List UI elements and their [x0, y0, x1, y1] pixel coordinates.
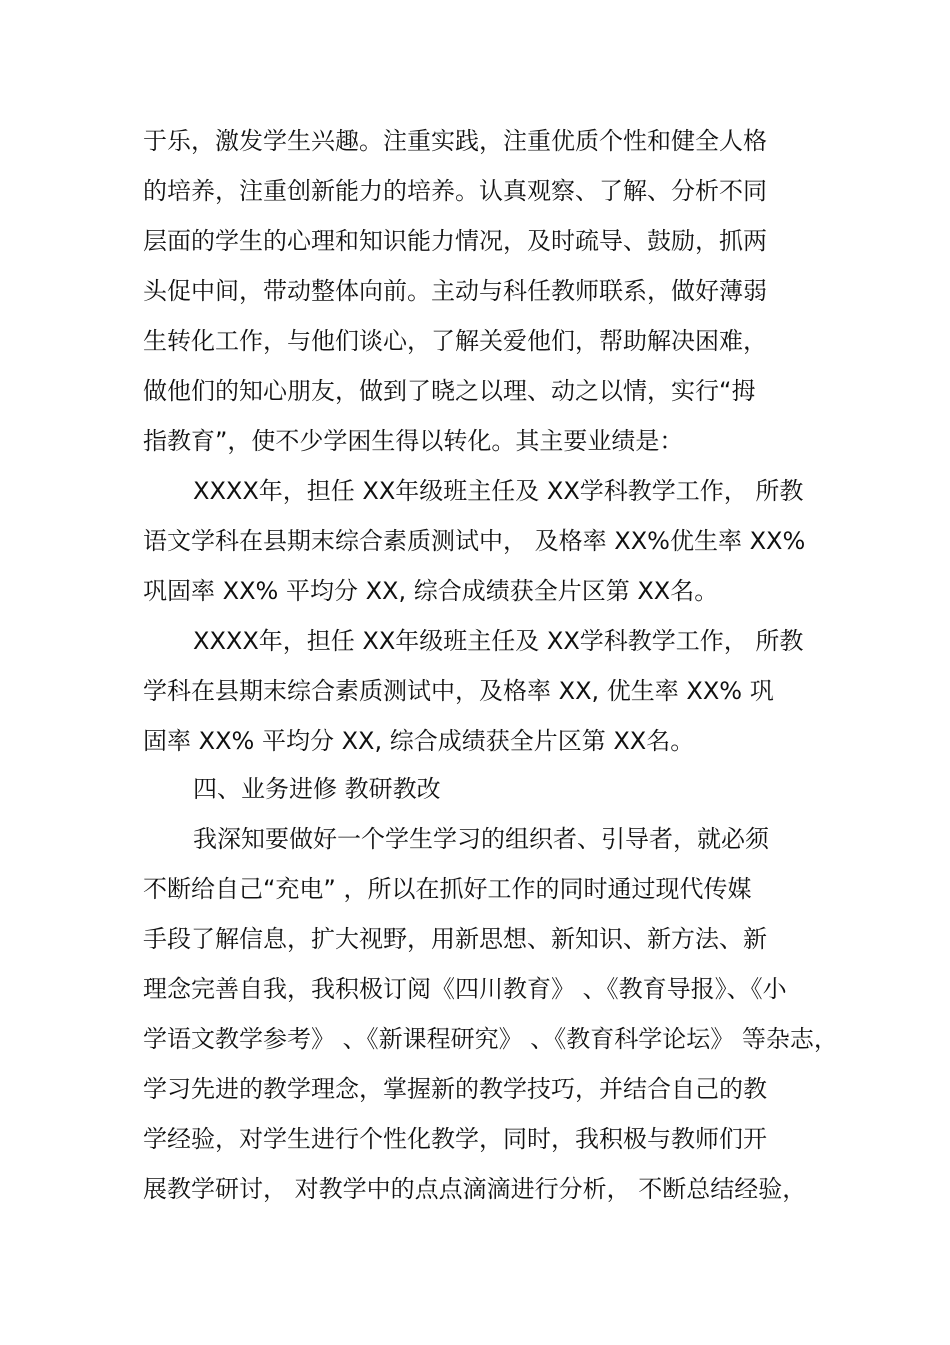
- text-line: 学科在县期末综合素质测试中，及格率 XX, 优生率 XX% 巩: [143, 677, 774, 705]
- text-line: 理念完善自我，我积极订阅《四川教育》 、《教育导报》、《小: [143, 975, 787, 1003]
- text-line: 展教学研讨， 对教学中的点点滴滴进行分析， 不断总结经验，: [143, 1175, 807, 1203]
- paragraph-first-line: XXXX年，担任 XX年级班主任及 XX学科教学工作， 所教: [193, 477, 804, 505]
- text-line: 层面的学生的心理和知识能力情况，及时疏导、鼓励，抓两: [143, 227, 767, 255]
- text-line: 语文学科在县期末综合素质测试中， 及格率 XX%优生率 XX%: [143, 527, 806, 555]
- text-line: 固率 XX% 平均分 XX, 综合成绩获全片区第 XX名。: [143, 727, 695, 755]
- paragraph-first-line: XXXX年，担任 XX年级班主任及 XX学科教学工作， 所教: [193, 627, 804, 655]
- text-line: 于乐，激发学生兴趣。注重实践，注重优质个性和健全人格: [143, 127, 767, 155]
- text-line: 手段了解信息，扩大视野，用新思想、新知识、新方法、新: [143, 925, 767, 953]
- paragraph-first-line: 我深知要做好一个学生学习的组织者、引导者，就必须: [193, 825, 769, 853]
- text-line: 巩固率 XX% 平均分 XX, 综合成绩获全片区第 XX名。: [143, 577, 719, 605]
- text-line: 指教育”，使不少学困生得以转化。其主要业绩是：: [143, 427, 684, 455]
- text-line: 不断给自己“充电” ，所以在抓好工作的同时通过现代传媒: [143, 875, 752, 903]
- section-heading: 四、业务进修 教研教改: [193, 775, 441, 803]
- text-line: 头促中间，带动整体向前。主动与科任教师联系，做好薄弱: [143, 277, 767, 305]
- text-line: 的培养，注重创新能力的培养。认真观察、了解、分析不同: [143, 177, 767, 205]
- text-line: 学语文教学参考》 、《新课程研究》 、《教育科学论坛》 等杂志，: [143, 1025, 838, 1053]
- text-line: 学经验，对学生进行个性化教学，同时，我积极与教师们开: [143, 1125, 767, 1153]
- text-line: 学习先进的教学理念，掌握新的教学技巧，并结合自己的教: [143, 1075, 767, 1103]
- text-line: 做他们的知心朋友，做到了晓之以理、动之以情，实行“拇: [143, 377, 756, 405]
- text-line: 生转化工作，与他们谈心，了解关爱他们，帮助解决困难，: [143, 327, 767, 355]
